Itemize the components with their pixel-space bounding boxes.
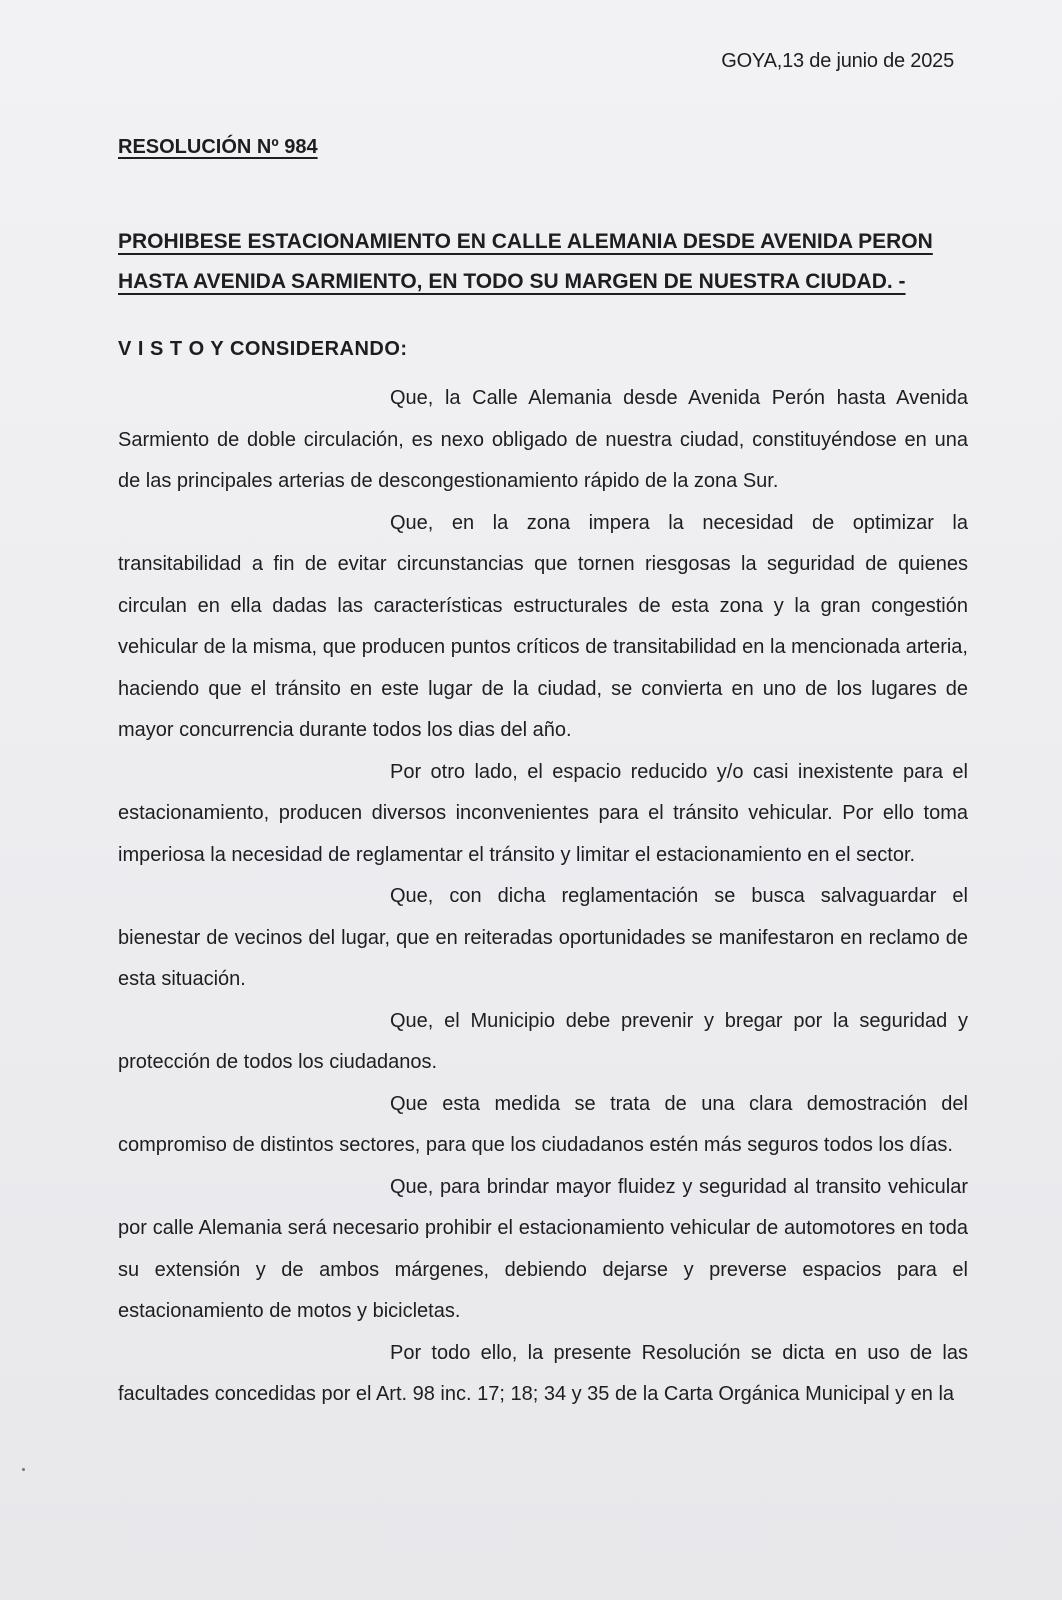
paragraph: Por todo ello, la presente Resolución se dicta en uso de las facultades concedidas por el Art. 98 inc. 17; 18; 34 y 35 de la Carta Orgánica Municipal y en la [118,1341,968,1405]
scan-speck [22,1468,25,1471]
resolution-title: RESOLUCIÓN Nº 984 [118,136,318,158]
paragraph: Que, el Municipio debe prevenir y bregar por la seguridad y protección de todos los ciudadanos. [118,1009,968,1073]
paragraph: Por otro lado, el espacio reducido y/o casi inexistente para el estacionamiento, producen diversos inconvenientes para el tránsito vehicular. Por ello toma imperiosa la necesidad de reglamentar el tránsito y limitar el estacionamiento en el sector. [118,760,968,866]
paragraph: Que esta medida se trata de una clara demostración del compromiso de distintos sectores, para que los ciudadanos estén más seguros todos los días. [118,1092,968,1156]
resolution-heading-text: PROHIBESE ESTACIONAMIENTO EN CALLE ALEMANIA DESDE AVENIDA PERON HASTA AVENIDA SARMIENTO, EN TODO SU MARGEN DE NUESTRA CIUDAD. - [118,230,933,293]
paragraph: Que, para brindar mayor fluidez y seguridad al transito vehicular por calle Alemania será necesario prohibir el estacionamiento vehicular de automotores en toda su extensión y de ambos márgenes, debiendo dejarse y preverse espacios para el estacionamiento de motos y bicicletas. [118,1175,968,1322]
resolution-heading [118,222,958,302]
document-body [118,378,968,1416]
section-title: V I S T O Y CONSIDERANDO: [118,338,408,360]
paragraph: Que, en la zona impera la necesidad de optimizar la transitabilidad a fin de evitar circunstancias que tornen riesgosas la seguridad de quienes circulan en ella dadas las características estructurales de esta zona y la gran congestión vehicular de la misma, que producen puntos críticos de transitabilidad en la mencionada arteria, haciendo que el tránsito en este lugar de la ciudad, se convierta en uno de los lugares de mayor concurrencia durante todos los dias del año. [118,511,968,741]
paragraph: Que, con dicha reglamentación se busca salvaguardar el bienestar de vecinos del lugar, que en reiteradas oportunidades se manifestaron en reclamo de esta situación. [118,885,968,990]
date-line: GOYA,13 de junio de 2025 [721,50,954,72]
paragraph: Que, la Calle Alemania desde Avenida Perón hasta Avenida Sarmiento de doble circulación, es nexo obligado de nuestra ciudad, constituyéndose en una de las principales arterias de descongestionamiento rápido de la zona Sur. [118,387,968,492]
